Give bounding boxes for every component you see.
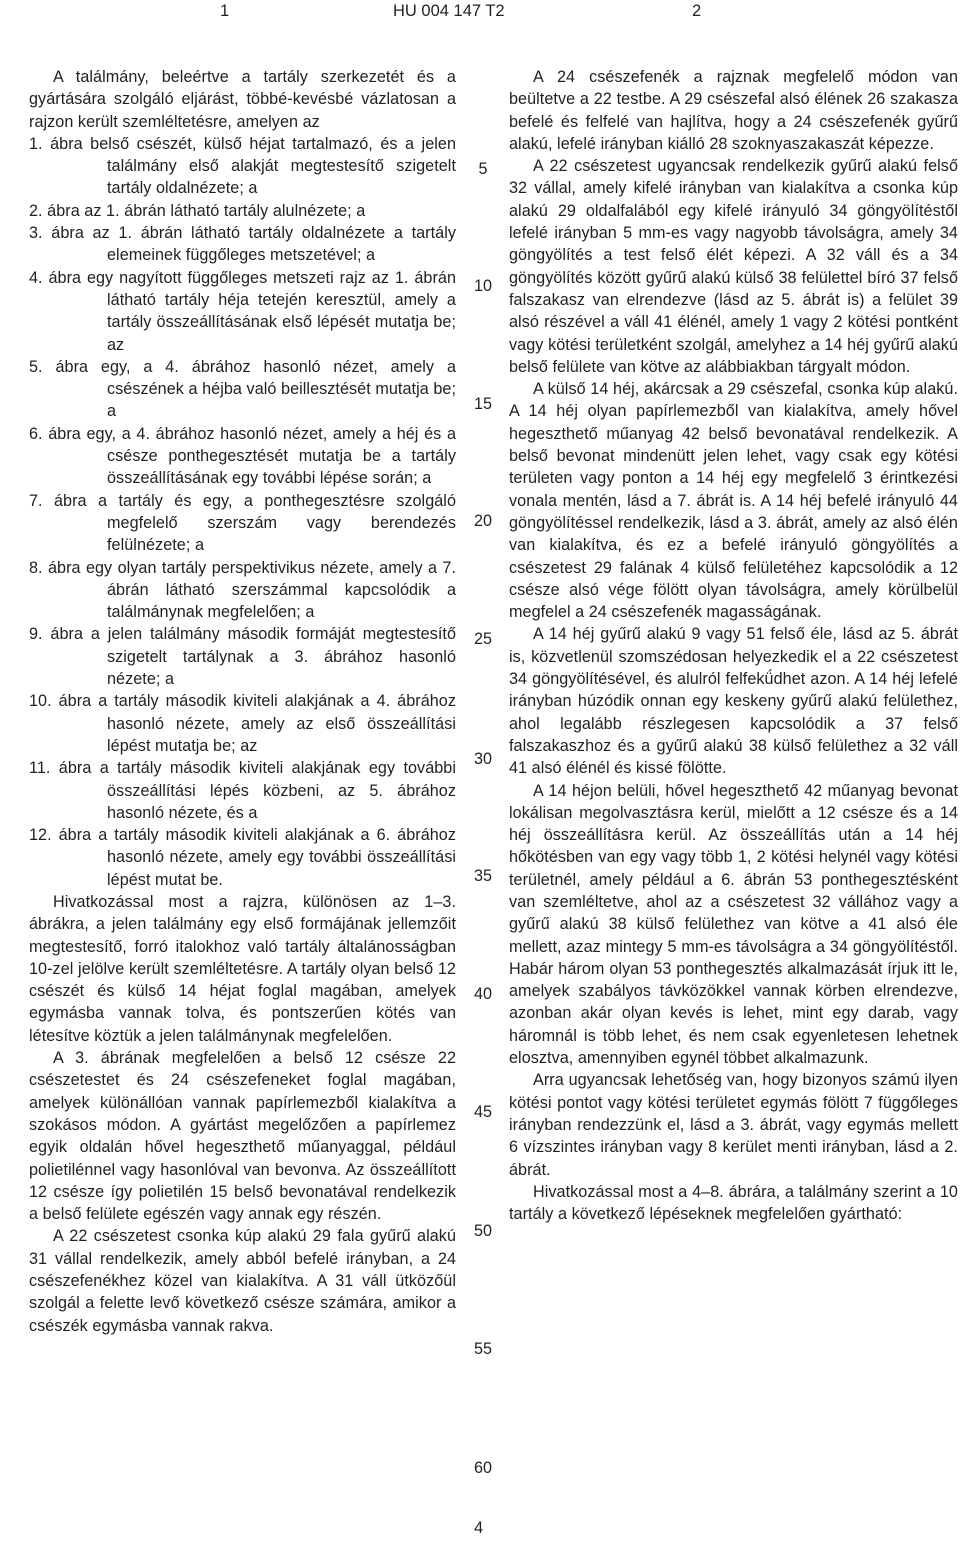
line-number: 55 [473, 1340, 492, 1358]
body-paragraph: Hivatkozással most a rajzra, különösen az 1–3. ábrákra, a jelen találmány egy első formájának jellemzőit megtestesítő, forró italokhoz való tartály általánosságban 10-zel jelölve került szemléltetésre. A tartály olyan belső 12 csészét és külső 14 héjat foglal magában, amelyek egymásba vannak tolva, és pontszerűen kötés van létesítve köztük a jelen találmánynak megfelelően. [29, 892, 456, 1045]
right-column [509, 66, 958, 1225]
line-number: 20 [473, 512, 492, 530]
line-number: 10 [473, 277, 492, 295]
body-paragraph: A külső 14 héj, akárcsak a 29 csészefal, csonka kúp alakú. A 14 héj olyan papírlemezből van kialakítva, amely hővel hegeszthető műanyag 42 belső bevonatával rendelkezik. A belső bevonat mindenütt jelen lehet, vagy csak egy kötési területen vagy ponton a 14 héj egy megfelelő 3 érintkezési vonala mentén, lásd a 7. ábrát is. A 14 héj befelé irányuló 44 göngyölítéssel rendelkezik, lásd a 3. ábrát, amely az alsó élén van kialakítva, és ez a befelé irányuló göngyölítés a csészetest 29 falának 4 külső felületéhez kapcsolódik a 12 csésze alsó vége fölött olyan távolságra, amely körülbelül megfelel a 24 csészefenék magasságának. [509, 380, 958, 622]
intro-paragraph: A találmány, beleértve a tartály szerkezetét és a gyártására szolgáló eljárást, többé-kevésbé vázlatosan a rajzon került szemléltetésre, amelyen az [29, 68, 456, 131]
line-number: 60 [473, 1459, 492, 1477]
body-paragraph: A 14 héj gyűrű alakú 9 vagy 51 felső éle, lásd az 5. ábrát is, közvetlenül szomszédosan helyezkedik el a 22 csészetest 34 göngyölítésével, és alulról felfekǘdhet azon. A 14 héj lefelé irányban húzódik onnan egy keskeny gyűrű alakú felülethez, ahol legalább részlegesen kapcsolódik a 37 felső falszakaszhoz és a gyűrű alakú 38 külső felülethez a 32 váll 41 alsó élénél és kissé fölötte. [509, 625, 958, 778]
line-number: 15 [473, 395, 492, 413]
line-number: 45 [473, 1103, 492, 1121]
figure-caption-12: 12. ábra a tartály második kiviteli alakjának a 6. ábrához hasonló nézete, amely egy további összeállítási lépést mutat be. [29, 826, 456, 889]
header-page-left: 1 [220, 2, 230, 20]
figure-caption-5: 5. ábra egy, a 4. ábrához hasonló nézet, amely a csészének a héjba való beillesztését mutatja be; a [29, 357, 456, 421]
line-number: 35 [473, 867, 492, 885]
line-number: 25 [473, 630, 492, 648]
body-paragraph: A 22 csészetest csonka kúp alakú 29 fala gyűrű alakú 31 vállal rendelkezik, amely abból befelé irányban, a 24 csészefenékhez közel van kialakítva. A 31 váll ütközőül szolgál a felette levő következő csésze számára, amikor a csészék egymásba vannak rakva. [29, 1227, 456, 1335]
figure-caption-7: 7. ábra a tartály és egy, a ponthegesztésre szolgáló megfelelő szerszám vagy berendezés felülnézete; a [29, 491, 456, 555]
line-number: 30 [473, 750, 492, 768]
figure-caption-1: 1. ábra belső csészét, külső héjat tartalmazó, és a jelen találmány első alakját megtestesítő szigetelt tartály oldalnézete; a [29, 134, 456, 198]
page-number-footer: 4 [474, 1519, 484, 1537]
left-column [29, 66, 456, 1337]
header-document-number: HU 004 147 T2 [393, 2, 505, 20]
body-paragraph: Arra ugyancsak lehetőség van, hogy bizonyos számú ilyen kötési pontot vagy kötési területet egymás fölött 7 függőleges irányban rendezzünk el, lásd a 3. ábrát, vagy egymás mellett 6 vízszintes irányban vagy 8 kerület menti irányban, lásd a 2. ábrát. [509, 1071, 958, 1179]
body-paragraph: Hivatkozással most a 4–8. ábrára, a találmány szerint a 10 tartály a következő lépéseknek megfelelően gyártható: [509, 1182, 958, 1224]
figure-caption-9: 9. ábra a jelen találmány második formáját megtestesítő szigetelt tartálynak a 3. ábrához hasonló nézete; a [29, 625, 456, 689]
header-page-right: 2 [692, 2, 702, 20]
figure-caption-6: 6. ábra egy, a 4. ábrához hasonló nézet, amely a héj és a csésze ponthegesztését mutatja be a tartály összeállításának egy további lépése során; a [29, 424, 456, 488]
body-paragraph: A 24 csészefenék a rajznak megfelelő módon van beültetve a 22 testbe. A 29 csészefal alsó élének 26 szakasza befelé és felfelé van hajlítva, hogy a 24 csészefenék gyűrű alakú, lefelé irányban kiálló 28 szoknyaszakaszát képezze. [509, 68, 958, 153]
figure-caption-11: 11. ábra a tartály második kiviteli alakjának egy további összeállítási lépés közbeni, az 5. ábrához hasonló nézete, és a [29, 759, 456, 822]
figure-caption-10: 10. ábra a tartály második kiviteli alakjának a 4. ábrához hasonló nézete, amely az első összeállítási lépést mutatja be; az [29, 692, 456, 755]
body-paragraph: A 3. ábrának megfelelően a belső 12 csésze 22 csészetestet és 24 csészefeneket foglal magában, amelyek különállóan vannak papírlemezből kialakítva a szokásos módon. A gyártást megelőzően a papírlemez egyik oldalán hővel hegeszthető műanyaggal, például polietilénnel vagy hasonlóval van bevonva. Az összeállított 12 csésze így polietilén 15 belső bevonatával rendelkezik a belső felülete egészén vagy annak egy részén. [29, 1049, 456, 1224]
line-number: 40 [473, 985, 492, 1003]
figure-caption-2: 2. ábra az 1. ábrán látható tartály alulnézete; a [29, 201, 366, 220]
body-paragraph: A 22 csészetest ugyancsak rendelkezik gyűrű alakú felső 32 vállal, amely kifelé irányban van kialakítva a csonka kúp alakú 29 oldalfalából egy kifelé irányuló 34 göngyölítéstől lefelé irányban 5 mm-es vagy nagyobb távolságra, amely 34 göngyölítés a test felső élét képezi. A 32 váll és a 34 göngyölítés között gyűrű alakú külső 38 felülettel bíró 37 felső falszakasz van elrendezve (lásd az 5. ábrát is) a felület 39 alsó részével a váll 41 élénél, amely 1 vagy 2 kötési pontként vagy kötési területként szolgál, amelyhez a 14 héj gyűrű alakú belső felülete van kötve az alábbiakban tárgyalt módon. [509, 157, 958, 376]
figure-caption-3: 3. ábra az 1. ábrán látható tartály oldalnézete a tartály elemeinek függőleges metszetével; a [29, 224, 456, 265]
figure-caption-8: 8. ábra egy olyan tartály perspektivikus nézete, amely a 7. ábrán látható szerszámmal kapcsolódik a találmánynak megfelelően; a [29, 558, 456, 622]
figure-caption-4: 4. ábra egy nagyított függőleges metszeti rajz az 1. ábrán látható tartály héja tetején keresztül, amely a tartály összeállításának első lépését mutatja be; az [29, 268, 456, 354]
line-number: 5 [478, 160, 488, 178]
body-paragraph: A 14 héjon belüli, hővel hegeszthető 42 műanyag bevonat lokálisan megolvasztásra kerül, mielőtt a 12 csésze és a 14 héj összeállításra kerül. Az összeállítás után a 14 héj hőkötésben van egy vagy több 1, 2 kötési helynél vagy kötési területnél, amely például a 6. ábrán 53 ponthegesztésként van szemléltetve, ahol az a csészetest 32 vállához vagy a gyűrű alakú 38 külső felülethez van kötve a 41 alsó éle mellett, azaz mintegy 5 mm-es távolságra a 34 göngyölítéstől. Habár három olyan 53 ponthegesztés alkalmazását írjuk itt le, amelyek szabályos távközökkel vannak körben elrendezve, azonban akár olyan kevés is lehet, mint egy darab, vagy háromnál is több lehet, és nem csak egyenletesen lehetnek elosztva, amennyiben egynél többet alkalmazunk. [509, 781, 958, 1068]
line-number: 50 [473, 1222, 492, 1240]
